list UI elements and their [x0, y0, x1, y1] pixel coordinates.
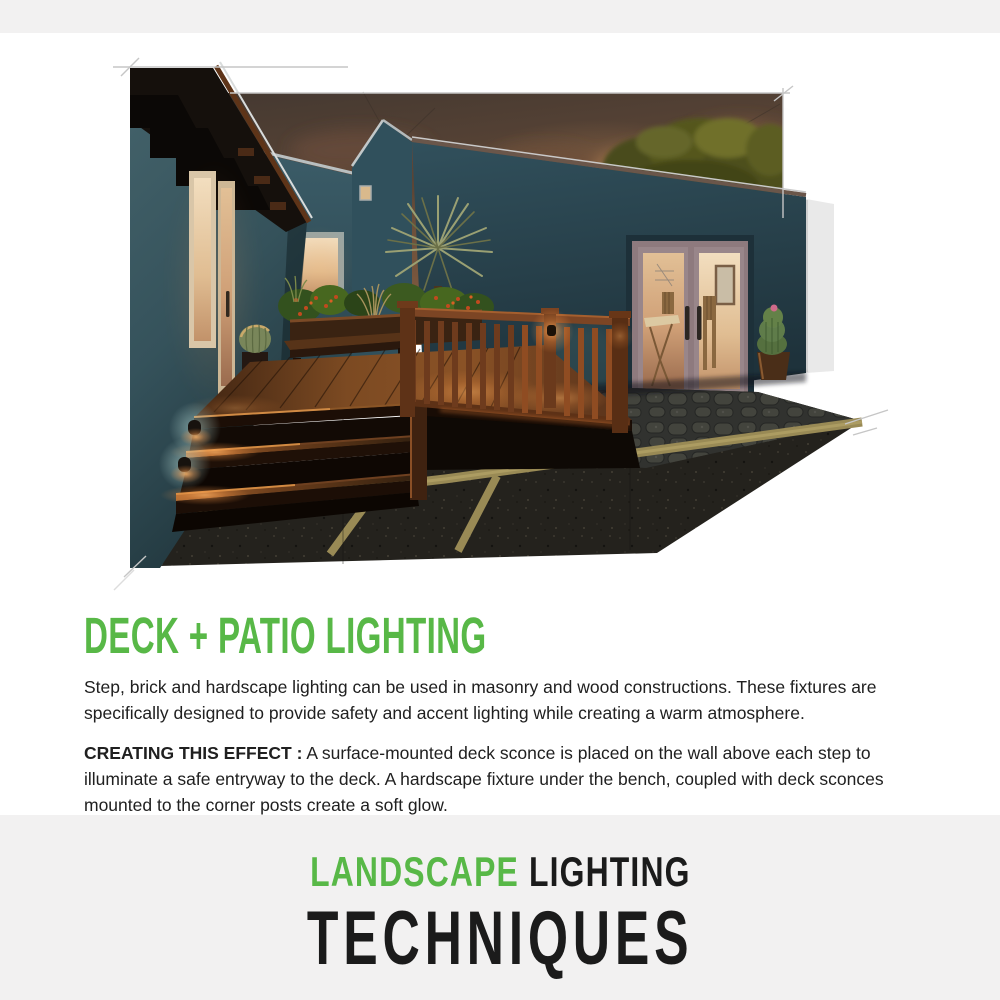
cactus-flower [771, 305, 778, 312]
white-return-wall [806, 199, 834, 373]
door-handle-right [697, 306, 702, 340]
brand-line2: TECHNIQUES [306, 896, 694, 981]
section-description: Step, brick and hardscape lighting can be used in masonry and wood constructions. These fixtures are specifically designed to provide safety and accent lighting while creating a warm atmosphere. [84, 677, 877, 723]
section-title: DECK + PATIO LIGHTING [84, 607, 487, 664]
brand-line1 [309, 848, 691, 895]
attic-window [360, 186, 371, 200]
brand-footer [0, 815, 1000, 1000]
effect-label: CREATING THIS EFFECT : [84, 743, 303, 763]
lighting-technique-section [84, 607, 918, 818]
door-handle-left [685, 306, 690, 340]
brand-word-lighting: LIGHTING [528, 848, 691, 895]
effect-text: A surface-mounted deck sconce is placed on the wall above each step to illuminate a safe entryway to the deck. A hardscape fixture under the bench, coupled with deck sconces mounted to the corner posts create a soft glow. [84, 743, 884, 815]
effect-description [84, 740, 918, 818]
brand-word-landscape: LANDSCAPE [309, 848, 519, 895]
entry-door-handle [226, 291, 230, 317]
